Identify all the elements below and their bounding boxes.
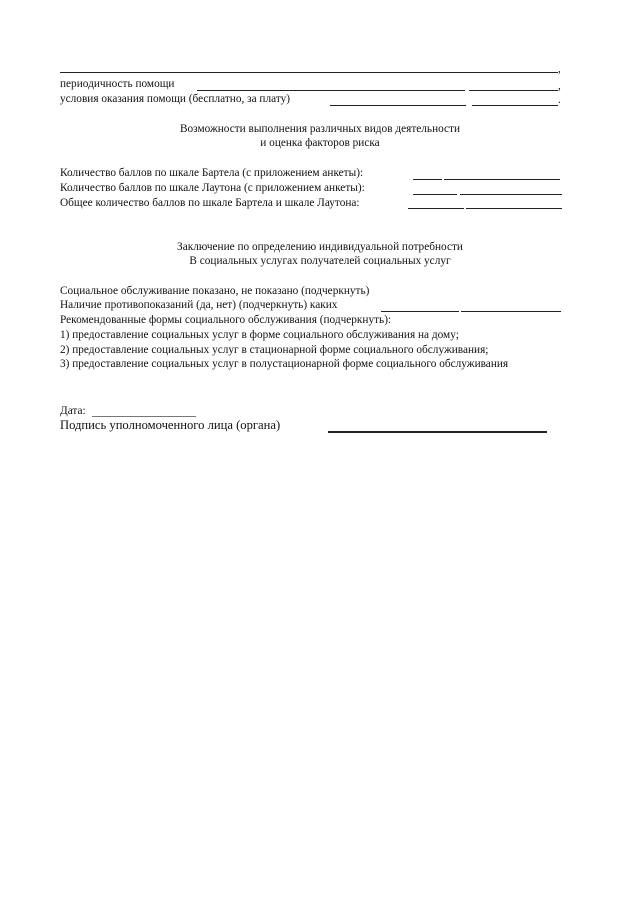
barthel-field-short[interactable] (413, 179, 442, 180)
periodicity-field-extra[interactable] (469, 90, 558, 91)
signature-label: Подпись уполномоченного лица (органа) (60, 418, 281, 432)
periodicity-comma: , (558, 80, 561, 92)
conditions-field[interactable] (330, 105, 466, 106)
date-field[interactable] (92, 416, 196, 417)
lawton-field-short[interactable] (413, 194, 457, 195)
contraindications-field-short[interactable] (381, 311, 459, 312)
barthel-field[interactable] (444, 179, 560, 180)
conditions-field-extra[interactable] (472, 105, 558, 106)
option-2-text: 2) предоставление социальных услуг в стационарной форме социального обслуживания; (60, 344, 489, 356)
option-1-text: 1) предоставление социальных услуг в форме социального обслуживания на дому; (60, 329, 459, 341)
lawton-label: Количество баллов по шкале Лаутона (с приложением анкеты): (60, 182, 365, 194)
capabilities-heading-1: Возможности выполнения различных видов деятельности (179, 123, 461, 135)
conclusion-heading-2: В социальных услугах получателей социальных услуг (189, 255, 451, 267)
capabilities-heading-2: и оценка факторов риска (260, 137, 380, 149)
lawton-field[interactable] (460, 194, 562, 195)
total-field-short[interactable] (408, 208, 464, 209)
signature-field[interactable] (328, 431, 547, 433)
conditions-period: . (558, 94, 561, 106)
total-field[interactable] (466, 208, 562, 209)
total-label: Общее количество баллов по шкале Бартела и шкале Лаутона: (60, 197, 360, 209)
service-shown-text: Социальное обслуживание показано, не показано (подчеркнуть) (60, 285, 370, 297)
periodicity-field[interactable] (197, 90, 465, 91)
contraindications-field[interactable] (461, 311, 561, 312)
contraindications-text: Наличие противопоказаний (да, нет) (подчеркнуть) каких (60, 299, 338, 311)
recommended-forms-text: Рекомендованные формы социального обслуживания (подчеркнуть): (60, 314, 392, 326)
barthel-label: Количество баллов по шкале Бартела (с приложением анкеты): (60, 167, 364, 179)
conditions-label: условия оказания помощи (бесплатно, за плату) (60, 93, 291, 105)
date-label: Дата: (60, 405, 86, 417)
conclusion-heading-1: Заключение по определению индивидуальной потребности (177, 241, 463, 253)
top-line-comma: , (558, 63, 561, 75)
periodicity-label: периодичность помощи (60, 78, 175, 90)
blank-line-top (60, 72, 558, 73)
option-3-text: 3) предоставление социальных услуг в полустационарной форме социального обслуживания (60, 358, 509, 370)
